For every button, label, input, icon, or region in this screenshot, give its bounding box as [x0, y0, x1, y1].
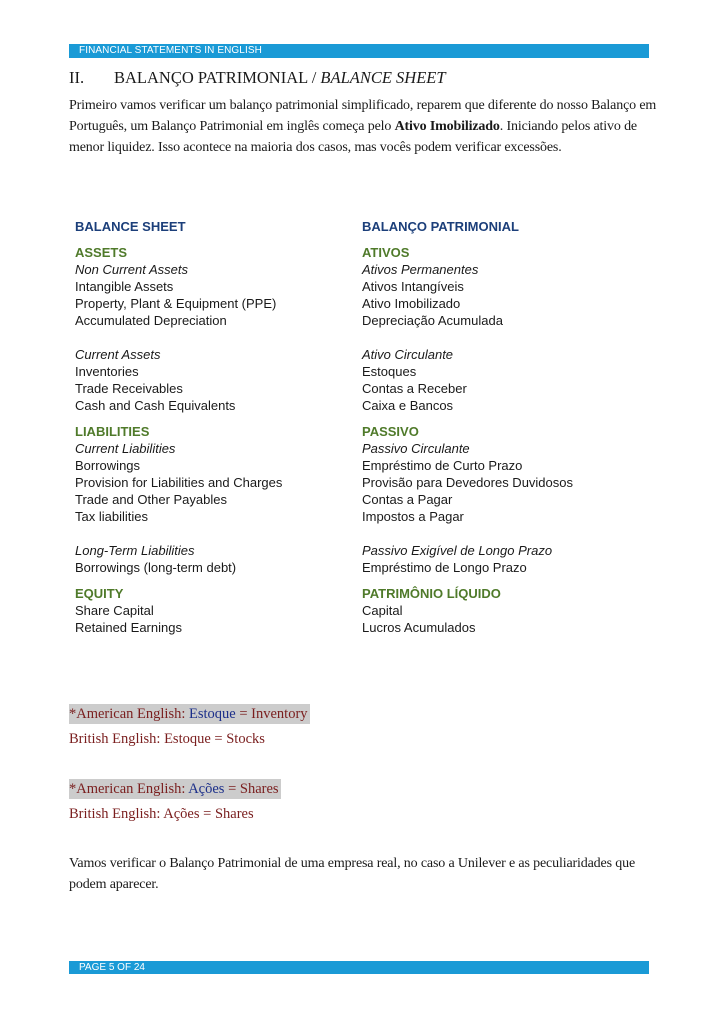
liabilities-heading-pt: PASSIVO	[362, 424, 419, 439]
row-pt: Ativo Imobilizado	[362, 296, 461, 311]
intro-text-before: Primeiro vamos verificar um balanço patrimonial simplificado, reparem que diferente do nosso Balanço em Português, um Balanço Patrimonial em inglês começa pelo	[69, 98, 657, 134]
table-row	[75, 559, 655, 576]
note-british-shares	[69, 804, 254, 824]
subgroup-en: Long-Term Liabilities	[75, 543, 195, 558]
row-en: Intangible Assets	[75, 279, 174, 294]
subgroup-pt: Passivo Circulante	[362, 441, 470, 456]
note-prefix: *American English:	[69, 706, 190, 722]
group-heading-liabilities	[75, 423, 655, 440]
subgroup-pt: Passivo Exigível de Longo Prazo	[362, 543, 553, 558]
subgroup-pt: Ativo Circulante	[362, 347, 454, 362]
note-rest: = Shares	[199, 806, 254, 822]
note-term: Ações	[188, 781, 225, 797]
row-en: Borrowings	[75, 458, 141, 473]
section-title-en: BALANCE SHEET	[320, 68, 446, 87]
row-pt: Capital	[362, 603, 403, 618]
page-footer	[69, 961, 649, 974]
subgroup-en: Current Assets	[75, 347, 161, 362]
row-pt: Depreciação Acumulada	[362, 313, 503, 328]
section-number: II.	[69, 68, 85, 87]
note-term: Ações	[163, 806, 200, 822]
row-pt: Provisão para Devedores Duvidosos	[362, 475, 573, 490]
table-header-en: BALANCE SHEET	[75, 219, 186, 234]
subgroup-en: Current Liabilities	[75, 441, 176, 456]
note-american-inventory	[69, 704, 310, 724]
table-row	[75, 508, 655, 525]
note-rest: = Shares	[224, 781, 279, 797]
assets-heading-pt: ATIVOS	[362, 245, 410, 260]
equity-heading-en: EQUITY	[75, 586, 124, 601]
note-british-stocks	[69, 729, 265, 749]
table-row	[75, 602, 655, 619]
intro-text-after: . Iniciando pelos ativo de menor liquidez. Isso acontece na maioria dos casos, mas vocês podem verificar excessões.	[69, 119, 637, 155]
row-pt: Lucros Acumulados	[362, 620, 476, 635]
equity-heading-pt: PATRIMÔNIO LÍQUIDO	[362, 586, 501, 601]
note-prefix: *American English:	[69, 781, 189, 797]
table-row	[75, 457, 655, 474]
table-row	[75, 278, 655, 295]
table-row	[75, 380, 655, 397]
row-en: Inventories	[75, 364, 139, 379]
row-en: Cash and Cash Equivalents	[75, 398, 236, 413]
liabilities-heading-en: LIABILITIES	[75, 424, 150, 439]
table-row	[75, 363, 655, 380]
subgroup-row	[75, 346, 655, 363]
subgroup-en: Non Current Assets	[75, 262, 188, 277]
table-row	[75, 619, 655, 636]
row-en: Provision for Liabilities and Charges	[75, 475, 283, 490]
subgroup-pt: Ativos Permanentes	[362, 262, 479, 277]
row-pt: Estoques	[362, 364, 417, 379]
table-row	[75, 491, 655, 508]
note-term: Estoque	[164, 731, 211, 747]
note-prefix: British English:	[69, 806, 164, 822]
row-pt: Empréstimo de Curto Prazo	[362, 458, 523, 473]
running-header	[69, 44, 649, 58]
assets-heading-en: ASSETS	[75, 245, 128, 260]
subgroup-row	[75, 440, 655, 457]
table-header-row	[75, 218, 655, 235]
intro-paragraph	[69, 95, 669, 158]
table-row	[75, 312, 655, 329]
running-header-label: FINANCIAL STATEMENTS IN ENGLISH	[79, 45, 262, 56]
table-header-pt: BALANÇO PATRIMONIAL	[362, 219, 519, 234]
row-en: Retained Earnings	[75, 620, 182, 635]
closing-paragraph: Vamos verificar o Balanço Patrimonial de uma empresa real, no caso a Unilever e as peculiaridades que podem aparecer.	[69, 856, 636, 892]
row-en: Borrowings (long-term debt)	[75, 560, 237, 575]
group-heading-equity	[75, 585, 655, 602]
note-rest: = Inventory	[235, 706, 308, 722]
table-row	[75, 474, 655, 491]
row-pt: Ativos Intangíveis	[362, 279, 464, 294]
row-en: Accumulated Depreciation	[75, 313, 227, 328]
row-en: Property, Plant & Equipment (PPE)	[75, 296, 277, 311]
intro-bold-term: Ativo Imobilizado	[394, 119, 500, 134]
subgroup-row	[75, 261, 655, 278]
row-pt: Contas a Pagar	[362, 492, 453, 507]
row-pt: Impostos a Pagar	[362, 509, 464, 524]
section-title	[69, 68, 446, 88]
row-pt: Caixa e Bancos	[362, 398, 454, 413]
note-prefix: British English:	[69, 731, 165, 747]
row-en: Trade and Other Payables	[75, 492, 227, 507]
group-heading-assets	[75, 244, 655, 261]
balance-sheet-table	[75, 218, 655, 636]
row-pt: Contas a Receber	[362, 381, 467, 396]
row-en: Share Capital	[75, 603, 154, 618]
row-en: Tax liabilities	[75, 509, 148, 524]
row-pt: Empréstimo de Longo Prazo	[362, 560, 527, 575]
note-term: Estoque	[189, 706, 236, 722]
note-rest: = Stocks	[210, 731, 265, 747]
subgroup-row	[75, 542, 655, 559]
page-number-label: PAGE 5 OF 24	[79, 962, 145, 973]
table-row	[75, 397, 655, 414]
section-title-pt: BALANÇO PATRIMONIAL /	[114, 68, 321, 87]
note-american-shares	[69, 779, 281, 799]
table-row	[75, 295, 655, 312]
row-en: Trade Receivables	[75, 381, 183, 396]
